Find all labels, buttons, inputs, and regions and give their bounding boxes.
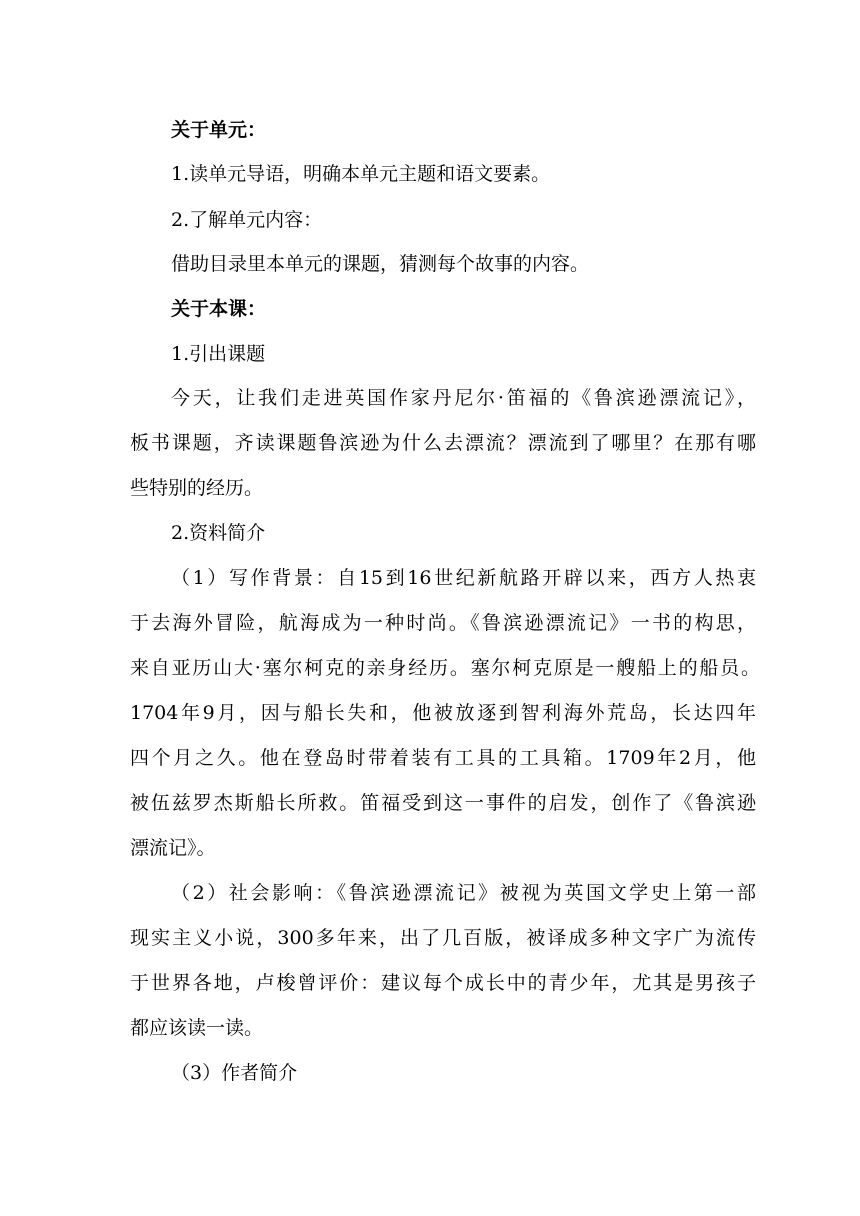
paragraph-background-line: 被伍兹罗杰斯船长所救。笛福受到这一事件的启发，创作了《鲁滨逊 [130, 792, 756, 814]
paragraph-influence-line: 于世界各地，卢梭曾评价：建议每个成长中的青少年，尤其是男孩子 [130, 972, 756, 994]
list-item-lesson-2: 2.资料简介 [171, 522, 266, 544]
paragraph-intro-line: 板书课题，齐读课题鲁滨逊为什么去漂流？漂流到了哪里？在那有哪 [130, 432, 756, 454]
paragraph-influence-line: 现实主义小说，300多年来，出了几百版，被译成多种文字广为流传 [130, 927, 756, 949]
paragraph-background-line: 四个月之久。他在登岛时带着装有工具的工具箱。1709年2月，他 [130, 747, 756, 769]
list-item-author: （3）作者简介 [171, 1062, 298, 1084]
paragraph-intro-line: 今天，让我们走进英国作家丹尼尔·笛福的《鲁滨逊漂流记》， [171, 387, 756, 409]
paragraph-background-line: 来自亚历山大·塞尔柯克的亲身经历。塞尔柯克原是一艘船上的船员。 [130, 657, 760, 679]
paragraph-intro-line: 些特别的经历。 [130, 477, 264, 499]
paragraph-influence-line: 都应该读一读。 [130, 1017, 264, 1039]
paragraph-background-line: 于去海外冒险，航海成为一种时尚。《鲁滨逊漂流记》一书的构思， [130, 612, 756, 634]
list-item-unit-2: 2.了解单元内容： [171, 209, 323, 231]
paragraph-unit-text: 借助目录里本单元的课题，猜测每个故事的内容。 [171, 253, 590, 275]
paragraph-background-line: 1704年9月，因与船长失和，他被放逐到智利海外荒岛，长达四年 [130, 702, 756, 724]
section-heading-lesson: 关于本课： [171, 298, 267, 320]
paragraph-influence-line: （2）社会影响：《鲁滨逊漂流记》被视为英国文学史上第一部 [171, 882, 756, 904]
list-item-unit-1: 1.读单元导语，明确本单元主题和语文要素。 [171, 163, 551, 185]
paragraph-background-line: 漂流记》。 [130, 837, 216, 859]
section-heading-unit: 关于单元： [171, 119, 267, 141]
paragraph-background-line: （1）写作背景：自15到16世纪新航路开辟以来，西方人热衷 [171, 567, 756, 589]
list-item-lesson-1: 1.引出课题 [171, 343, 266, 365]
